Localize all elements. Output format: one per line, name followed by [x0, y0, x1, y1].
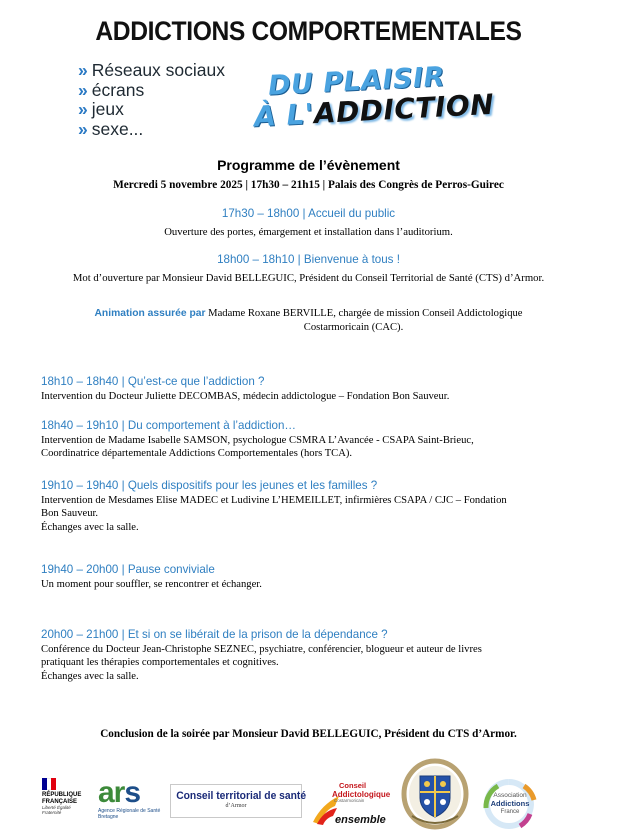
republique-francaise-logo: RÉPUBLIQUE FRANÇAISE Liberté Égalité Fraternité	[42, 778, 90, 832]
chevron-icon: »	[78, 99, 88, 119]
welcome-text: Mot d’ouverture par Monsieur David BELLEGUIC, Président du Conseil Territorial de Santé (CTS) d’Armor.	[72, 272, 545, 284]
session-text: Bon Sauveur.	[41, 508, 99, 520]
animation-lead: Animation assurée par	[94, 308, 206, 319]
session-heading: 19h40 – 20h00 | Pause conviviale	[41, 563, 215, 576]
session-item	[41, 374, 581, 403]
animation-credit: Animation assurée par Madame Roxane BERVILLE, chargée de mission Conseil Addictologique Costarmoricain (CAC).	[94, 308, 523, 333]
session-heading: 20h00 – 21h00 | Et si on se libérait de la prison de la dépendance ?	[41, 628, 388, 641]
cac-logo: Conseil Addictologique Costarmoricain ensemble	[309, 780, 397, 830]
event-date-location: Mercredi 5 novembre 2025 | 17h30 – 21h15 | Palais des Congrès de Perros-Guirec	[113, 179, 504, 191]
topics-list	[78, 61, 225, 139]
session-text: Conférence du Docteur Jean-Christophe SEZNEC, psychiatre, conférencier, blogueur et auteur de livres	[41, 644, 482, 655]
slogan	[248, 61, 548, 134]
main-title: ADDICTIONS COMPORTEMENTALES	[95, 16, 522, 46]
cts-armor-logo: Conseil territorial de santé d’Armor	[170, 784, 302, 818]
ars-logo: ars Agence Régionale de Santé Bretagne	[98, 776, 161, 820]
chevron-icon: »	[78, 79, 88, 100]
topic-item: » écrans	[78, 79, 145, 100]
marianne-flag-icon	[42, 778, 56, 790]
chevron-icon: »	[78, 60, 88, 80]
session-item	[41, 627, 581, 683]
session-heading: 18h40 – 19h10 | Du comportement à l’addiction…	[41, 419, 297, 432]
session-heading: 19h10 – 19h40 | Quels dispositifs pour les jeunes et les familles ?	[41, 479, 378, 492]
session-text: pratiquant les thérapies comportementales et cognitives.	[41, 657, 279, 669]
slogan-line-1: DU PLAISIR	[267, 61, 446, 102]
session-heading: 18h10 – 18h40 | Qu’est-ce que l’addiction ?	[41, 375, 265, 388]
session-text: Coordinatrice départementale Addictions Comportementales (hors TCA).	[41, 448, 353, 460]
session-item	[41, 562, 581, 591]
slogan-line-2: À L'ADDICTION	[253, 87, 495, 134]
fondation-crest-icon	[400, 758, 470, 830]
chevron-icon: »	[78, 118, 88, 139]
session-item	[41, 478, 581, 534]
session-text: Échanges avec la salle.	[41, 521, 139, 533]
opening-text: Ouverture des portes, émargement et installation dans l’auditorium.	[164, 226, 453, 238]
session-text: Intervention du Docteur Juliette DECOMBAS, médecin addictologue – Fondation Bon Sauveur.	[41, 391, 450, 402]
topic-item: » Réseaux sociaux	[78, 60, 226, 80]
session-text: Intervention de Mesdames Elise MADEC et Ludivine L’HEMEILLET, infirmières CSAPA / CJC – Fondation	[41, 495, 507, 506]
partner-logos	[0, 750, 617, 832]
association-addictions-france-logo: Association Addictions France	[478, 778, 540, 830]
program-title: Programme de l’évènement	[217, 157, 400, 173]
conclusion: Conclusion de la soirée par Monsieur David BELLEGUIC, Président du CTS d’Armor.	[100, 728, 517, 740]
topic-item: » jeux	[78, 99, 124, 119]
opening-heading: 17h30 – 18h00 | Accueil du public	[221, 207, 396, 220]
topic-item: » sexe...	[78, 118, 144, 139]
session-text: Échanges avec la salle.	[41, 670, 139, 682]
welcome-heading: 18h00 – 18h10 | Bienvenue à tous !	[217, 253, 400, 266]
session-text: Un moment pour souffler, se rencontrer et échanger.	[41, 579, 262, 590]
session-item	[41, 418, 581, 461]
session-text: Intervention de Madame Isabelle SAMSON, psychologue CSMRA L’Avancée - CSAPA Saint-Brieuc,	[41, 435, 474, 446]
